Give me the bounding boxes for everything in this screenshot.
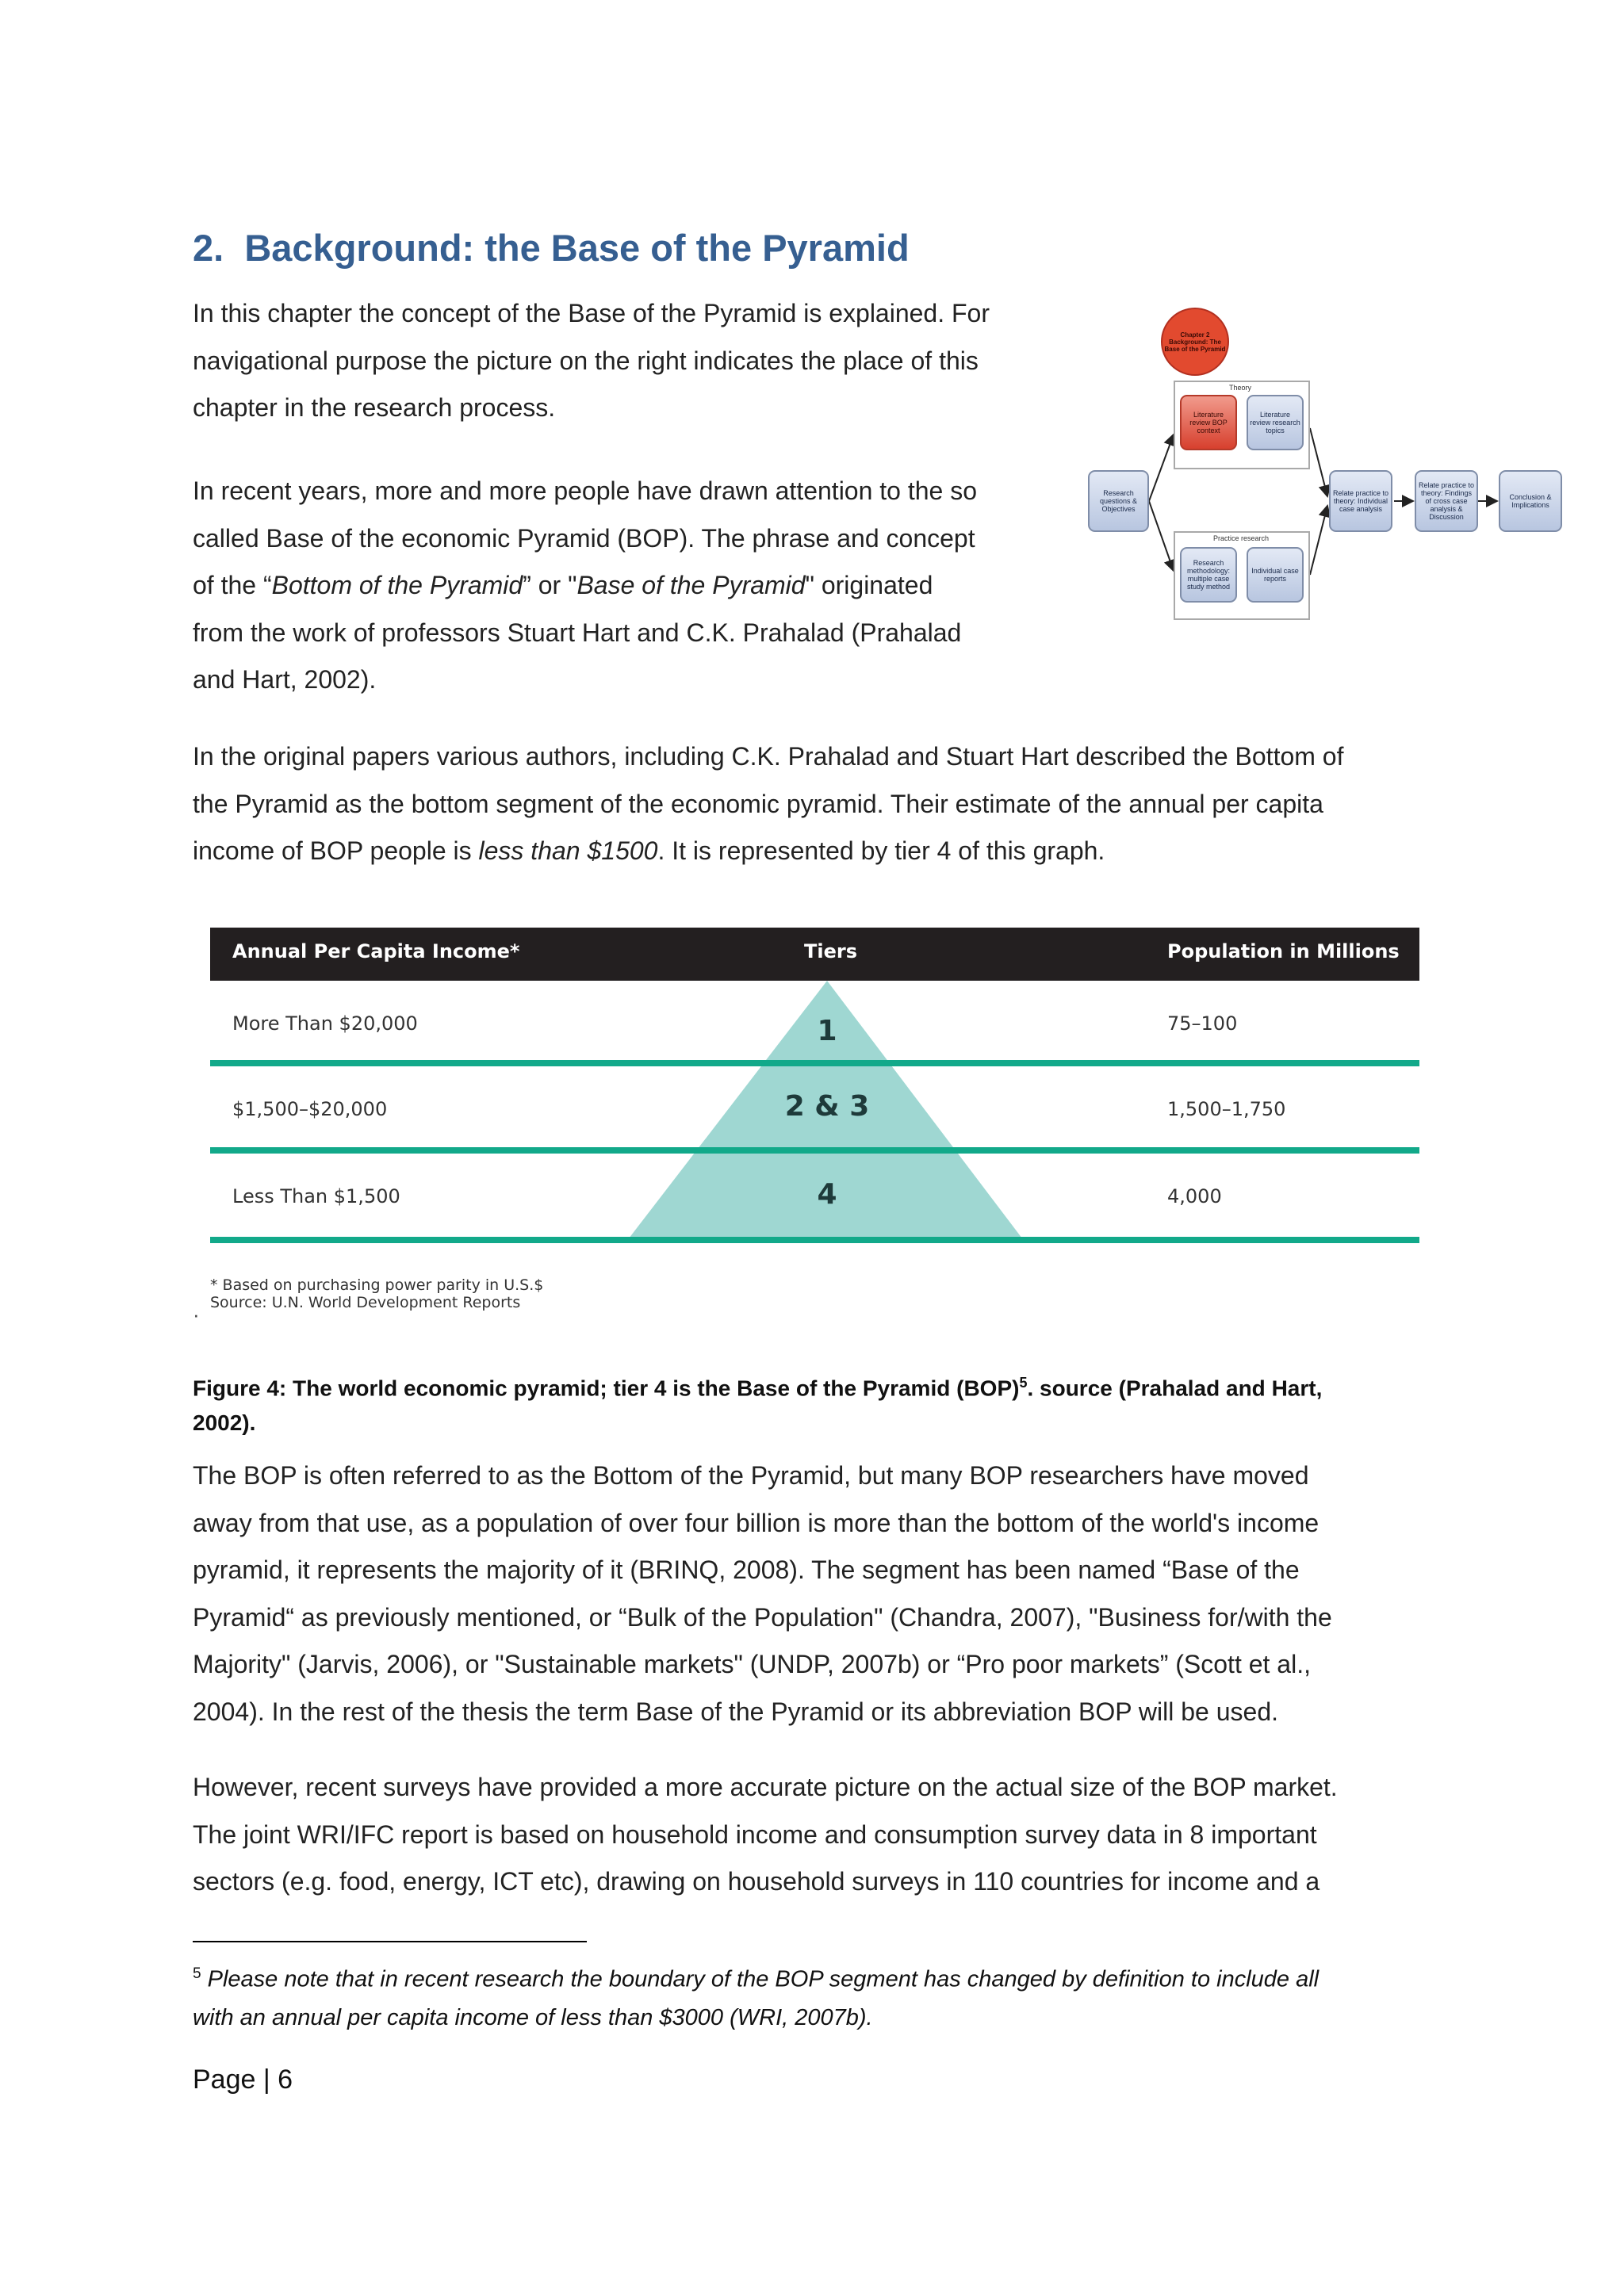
text-run: Please note that in recent research the boundary of the BOP segment has changed by definition to include all — [201, 1966, 1320, 1992]
original-line: In the original papers various authors, including C.K. Prahalad and Stuart Hart described the Bottom of — [193, 742, 1344, 771]
original-line — [193, 828, 1343, 875]
intro-paragraph — [193, 290, 990, 432]
income-cell: More Than $20,000 — [232, 1012, 418, 1035]
bop-line: Majority" (Jarvis, 2006), or "Sustainable markets" (UNDP, 2007b) or “Pro poor markets” (Scott et al., — [193, 1650, 1311, 1678]
recent-line — [193, 562, 977, 610]
intro-line: In this chapter the concept of the Base of the Pyramid is explained. For — [193, 299, 990, 327]
research-questions-box: Research questions & Objectives — [1088, 470, 1149, 532]
tier-divider — [210, 1147, 1419, 1154]
source-note: Source: U.N. World Development Reports — [210, 1294, 521, 1311]
recent-line: from the work of professors Stuart Hart and C.K. Prahalad (Prahalad — [193, 618, 962, 647]
caption-line — [193, 1365, 1322, 1406]
ppp-note: * Based on purchasing power parity in U.S.$ — [210, 1276, 544, 1294]
bop-line: pyramid, it represents the majority of it (BRINQ, 2008). The segment has been named “Base of the — [193, 1556, 1300, 1584]
income-cell: $1,500–$20,000 — [232, 1098, 388, 1120]
footnote-line: with an annual per capita income of less than $3000 (WRI, 2007b). — [193, 2004, 873, 2030]
population-cell: 4,000 — [1167, 1185, 1222, 1207]
conclusion-box: Conclusion & Implications — [1499, 470, 1562, 532]
intro-line: navigational purpose the picture on the right indicates the place of this — [193, 346, 979, 375]
footnote — [193, 1955, 1319, 2037]
original-line: the Pyramid as the bottom segment of the economic pyramid. Their estimate of the annual per capita — [193, 789, 1323, 818]
bop-line: 2004). In the rest of the thesis the term Base of the Pyramid or its abbreviation BOP will be used. — [193, 1697, 1278, 1726]
population-cell: 1,500–1,750 — [1167, 1098, 1286, 1120]
text-run: . source (Prahalad and Hart, — [1027, 1376, 1323, 1401]
header-income: Annual Per Capita Income* — [232, 940, 520, 962]
stray-mark: · — [193, 1303, 200, 1326]
recent-line: called Base of the economic Pyramid (BOP). The phrase and concept — [193, 523, 975, 553]
relate-cross-box: Relate practice to theory: Findings of cross case analysis & Discussion — [1415, 470, 1478, 532]
bop-paragraph — [193, 1452, 1332, 1735]
page-number: Page | 6 — [193, 2064, 293, 2095]
research-process-diagram — [1086, 301, 1572, 626]
intro-line: chapter in the research process. — [193, 393, 556, 422]
recent-years-paragraph — [193, 468, 977, 704]
text-run: of the “ — [193, 571, 272, 599]
tier-cell: 2 & 3 — [784, 1090, 870, 1123]
figure-caption — [193, 1365, 1322, 1441]
however-line: sectors (e.g. food, energy, ICT etc), drawing on household surveys in 110 countries for income and a — [193, 1867, 1320, 1896]
tier-cell: 1 — [817, 1015, 837, 1047]
practice-label: Practice research — [1213, 534, 1270, 542]
italic-term: less than $1500 — [478, 836, 658, 865]
however-line: However, recent surveys have provided a more accurate picture on the actual size of the BOP market. — [193, 1773, 1338, 1801]
section-number: 2. — [193, 227, 224, 269]
tier-divider — [210, 1237, 1419, 1243]
income-cell: Less Than $1,500 — [232, 1185, 400, 1207]
text-run: Figure 4: The world economic pyramid; tier 4 is the Base of the Pyramid (BOP) — [193, 1376, 1020, 1401]
header-tiers: Tiers — [804, 940, 857, 962]
tier-divider — [210, 1060, 1419, 1066]
original-papers-paragraph — [193, 733, 1343, 875]
header-population: Population in Millions — [1167, 940, 1400, 962]
footnote-number: 5 — [193, 1965, 201, 1982]
bop-line: The BOP is often referred to as the Bottom of the Pyramid, but many BOP researchers have moved — [193, 1461, 1309, 1490]
however-line: The joint WRI/IFC report is based on household income and consumption survey data in 8 important — [193, 1820, 1317, 1849]
italic-term: Bottom of the Pyramid — [271, 571, 523, 599]
footnote-line — [193, 1955, 1319, 1999]
caption-line: 2002). — [193, 1410, 256, 1436]
section-heading — [193, 226, 910, 270]
text-run: " originated — [805, 571, 933, 599]
however-paragraph — [193, 1764, 1338, 1906]
lit-review-topics-box: Literature review research topics — [1247, 395, 1304, 450]
section-title: Background: the Base of the Pyramid — [244, 227, 910, 269]
bop-line: Pyramid“ as previously mentioned, or “Bulk of the Population" (Chandra, 2007), "Business for/with the — [193, 1602, 1332, 1632]
italic-term: Base of the Pyramid — [576, 571, 806, 599]
individual-reports-box: Individual case reports — [1247, 547, 1304, 603]
population-cell: 75–100 — [1167, 1012, 1238, 1035]
chapter-circle: Chapter 2 Background: The Base of the Pyramid — [1161, 308, 1229, 376]
bop-line: away from that use, as a population of over four billion is more than the bottom of the world's income — [193, 1508, 1320, 1537]
diagram-connectors — [1086, 301, 1572, 626]
tier-cell: 4 — [817, 1178, 837, 1211]
research-methodology-box: Research methodology: multiple case study method — [1180, 547, 1237, 603]
text-run: income of BOP people is — [193, 836, 479, 865]
footnote-ref: 5 — [1019, 1375, 1028, 1391]
lit-review-context-box: Literature review BOP context — [1180, 395, 1237, 450]
relate-individual-box: Relate practice to theory: Individual case analysis — [1329, 470, 1392, 532]
footnote-separator — [193, 1941, 587, 1942]
text-run: ” or " — [523, 571, 577, 599]
theory-label: Theory — [1229, 384, 1252, 392]
recent-line: and Hart, 2002). — [193, 665, 377, 694]
text-run: . It is represented by tier 4 of this graph. — [657, 836, 1105, 865]
recent-line: In recent years, more and more people have drawn attention to the so — [193, 476, 978, 505]
